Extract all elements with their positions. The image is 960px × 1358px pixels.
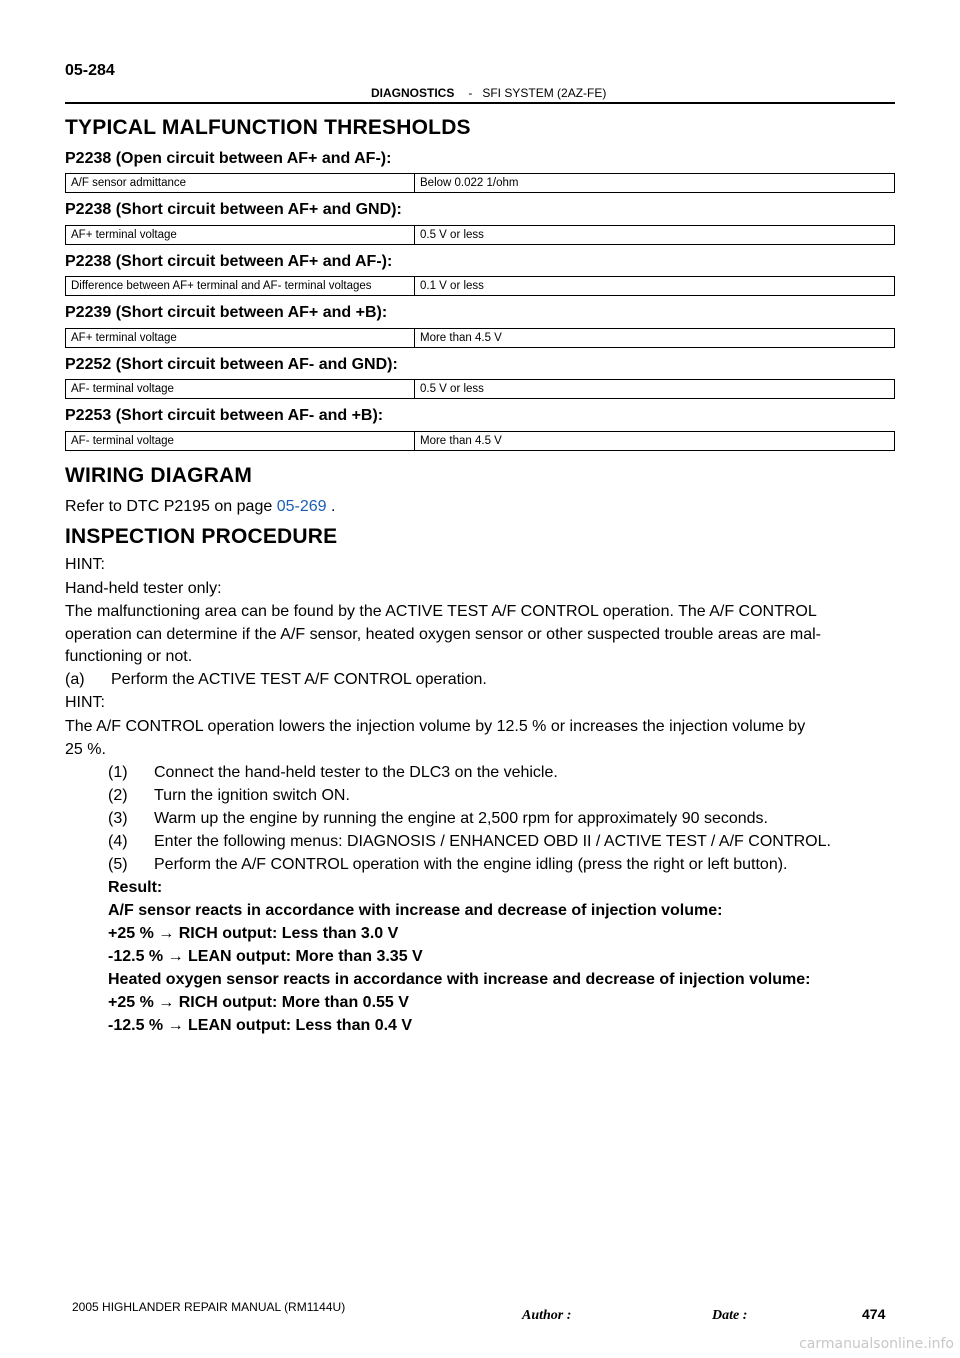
substep-5	[108, 856, 787, 874]
threshold-heading-1: P2238 (Open circuit between AF+ and AF-):	[65, 150, 392, 167]
threshold-item: A/F sensor admittance	[66, 174, 415, 193]
threshold-item: AF- terminal voltage	[66, 380, 415, 399]
substep-text: Perform the A/F CONTROL operation with the engine idling (press the right or left button).	[154, 856, 788, 873]
substep-2	[108, 787, 350, 805]
threshold-value: More than 4.5 V	[415, 329, 895, 348]
section-name: DIAGNOSTICS	[371, 86, 455, 100]
wiring-title: WIRING DIAGRAM	[65, 464, 253, 487]
threshold-table-4	[65, 328, 895, 348]
result-line-5: +25 % → RICH output: More than 0.55 V	[108, 994, 409, 1011]
threshold-value: 0.5 V or less	[415, 380, 895, 399]
wiring-text: Refer to DTC P2195 on page	[65, 498, 277, 515]
header-separator: -	[468, 86, 473, 100]
substep-number: (2)	[108, 787, 128, 804]
substep-number: (3)	[108, 810, 128, 827]
result-label: Result:	[108, 879, 163, 896]
substep-number: (1)	[108, 764, 128, 781]
intro-line-2: operation can determine if the A/F sensor, heated oxygen sensor or other suspected trouble areas are mal-	[65, 626, 821, 643]
threshold-table-6	[65, 431, 895, 451]
threshold-heading-5: P2252 (Short circuit between AF- and GND):	[65, 356, 398, 373]
substep-number: (4)	[108, 833, 128, 850]
threshold-value: Below 0.022 1/ohm	[415, 174, 895, 193]
intro-line-3: functioning or not.	[65, 648, 193, 665]
threshold-value: 0.5 V or less	[415, 226, 895, 245]
result-line-6: -12.5 % → LEAN output: Less than 0.4 V	[108, 1017, 413, 1034]
substep-text: Enter the following menus: DIAGNOSIS / ENHANCED OBD II / ACTIVE TEST / A/F CONTROL.	[154, 833, 831, 850]
page-id: 05-284	[65, 62, 115, 79]
substep-3	[108, 810, 768, 828]
wiring-page-link[interactable]: 05-269	[276, 498, 327, 515]
thresholds-title: TYPICAL MALFUNCTION THRESHOLDS	[65, 116, 471, 139]
header-rule	[65, 102, 895, 104]
tester-only-note: Hand-held tester only:	[65, 580, 222, 597]
intro-line-1: The malfunctioning area can be found by the ACTIVE TEST A/F CONTROL operation. The A/F CONTROL	[65, 603, 817, 620]
step-a-text: Perform the ACTIVE TEST A/F CONTROL operation.	[111, 671, 487, 688]
substep-text: Turn the ignition switch ON.	[154, 787, 350, 804]
substep-text: Warm up the engine by running the engine at 2,500 rpm for approximately 90 seconds.	[154, 810, 768, 827]
wiring-text-end: .	[326, 498, 336, 515]
substep-text: Connect the hand-held tester to the DLC3 on the vehicle.	[154, 764, 558, 781]
substep-4	[108, 833, 831, 851]
threshold-heading-3: P2238 (Short circuit between AF+ and AF-):	[65, 253, 393, 270]
hint2-line-1: The A/F CONTROL operation lowers the injection volume by 12.5 % or increases the injection volume by	[65, 718, 806, 735]
page-number: 474	[862, 1306, 886, 1322]
substep-1	[108, 764, 558, 782]
author-label: Author :	[522, 1308, 572, 1323]
step-a-number: (a)	[65, 671, 85, 688]
step-a	[65, 671, 487, 689]
substep-number: (5)	[108, 856, 128, 873]
threshold-table-2	[65, 225, 895, 245]
threshold-table-3	[65, 276, 895, 296]
date-label: Date :	[712, 1308, 748, 1323]
result-line-2: +25 % → RICH output: Less than 3.0 V	[108, 925, 399, 942]
result-line-1: A/F sensor reacts in accordance with increase and decrease of injection volume:	[108, 902, 723, 919]
wiring-reference	[65, 498, 335, 516]
running-header	[371, 86, 606, 100]
subsection-name: SFI SYSTEM (2AZ-FE)	[482, 86, 607, 100]
threshold-item: Difference between AF+ terminal and AF- terminal voltages	[66, 277, 415, 296]
threshold-heading-6: P2253 (Short circuit between AF- and +B):	[65, 407, 384, 424]
inspection-title: INSPECTION PROCEDURE	[65, 525, 338, 548]
threshold-heading-2: P2238 (Short circuit between AF+ and GND):	[65, 201, 402, 218]
threshold-item: AF+ terminal voltage	[66, 226, 415, 245]
threshold-table-1	[65, 173, 895, 193]
threshold-table-5	[65, 379, 895, 399]
threshold-value: More than 4.5 V	[415, 432, 895, 451]
threshold-value: 0.1 V or less	[415, 277, 895, 296]
hint2-line-2: 25 %.	[65, 741, 106, 758]
hint-label-2: HINT:	[65, 694, 105, 711]
threshold-heading-4: P2239 (Short circuit between AF+ and +B):	[65, 304, 388, 321]
result-line-4: Heated oxygen sensor reacts in accordance with increase and decrease of injection volume:	[108, 971, 811, 988]
threshold-item: AF- terminal voltage	[66, 432, 415, 451]
result-line-3: -12.5 % → LEAN output: More than 3.35 V	[108, 948, 423, 965]
threshold-item: AF+ terminal voltage	[66, 329, 415, 348]
manual-footer: 2005 HIGHLANDER REPAIR MANUAL (RM1144U)	[72, 1300, 346, 1314]
watermark: carmanualsonline.info	[799, 1336, 954, 1352]
hint-label: HINT:	[65, 556, 105, 573]
